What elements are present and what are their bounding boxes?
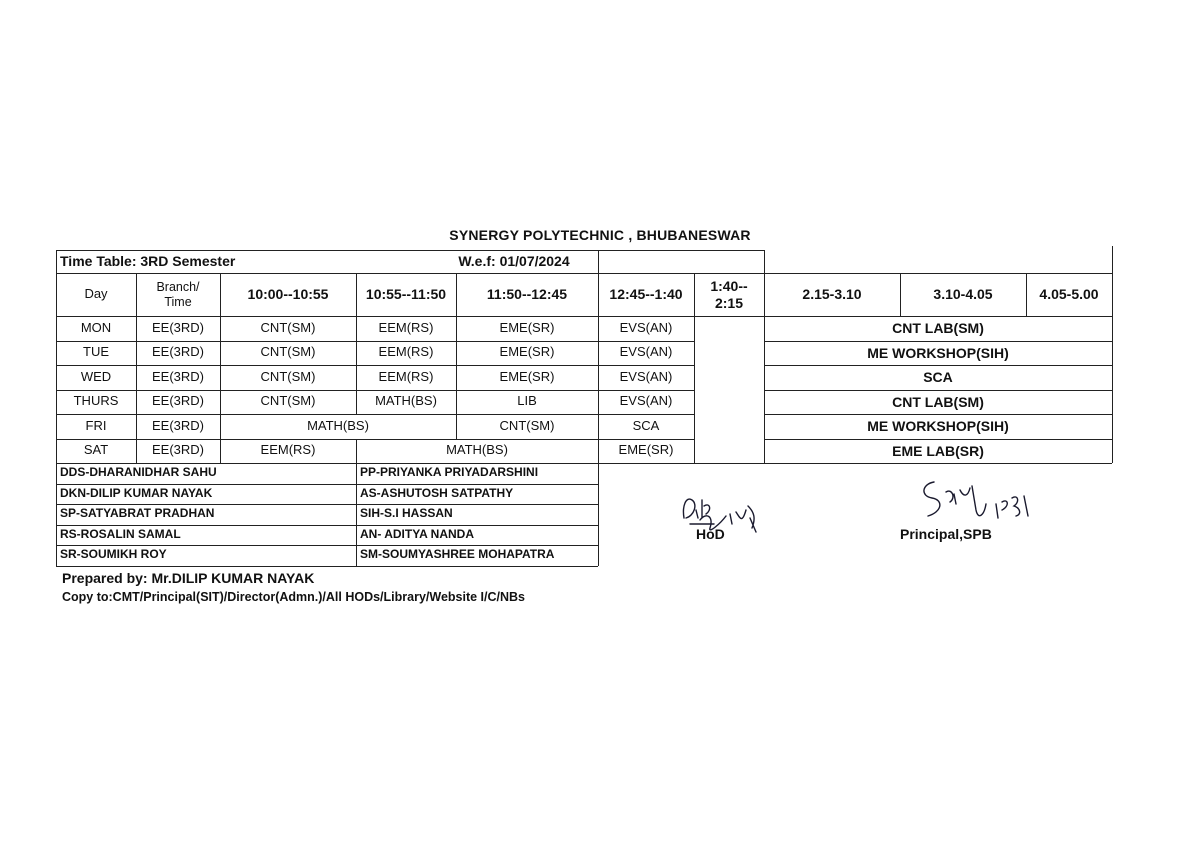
grid-line	[764, 365, 1112, 366]
row-day: FRI	[85, 417, 107, 433]
grid-line	[764, 414, 1112, 415]
row-period-2: MATH(BS)	[375, 393, 437, 409]
row-period-1-2: MATH(BS)	[307, 417, 369, 433]
grid-line	[56, 484, 598, 485]
row-day: TUE	[83, 344, 109, 360]
grid-line	[900, 273, 901, 316]
row-afternoon: SCA	[923, 369, 953, 386]
grid-line	[56, 566, 598, 567]
header-period-2: 10:55--11:50	[365, 286, 447, 303]
header-period-3: 11:50--12:45	[486, 286, 568, 303]
row-branch: EE(3RD)	[151, 344, 204, 360]
row-period-3: EME(SR)	[499, 344, 555, 360]
legend-left-item: RS-ROSALIN SAMAL	[60, 526, 181, 541]
grid-line	[56, 250, 57, 566]
hod-signature-text	[670, 488, 675, 489]
grid-line	[356, 273, 357, 414]
row-period-3: CNT(SM)	[499, 417, 555, 433]
row-period-4: SCA	[632, 417, 660, 433]
row-period-4: EVS(AN)	[619, 319, 673, 335]
row-period-3: EME(SR)	[499, 319, 555, 335]
header-period-7: 4.05-5.00	[1039, 286, 1099, 303]
grid-line	[598, 250, 764, 251]
row-afternoon: EME LAB(SR)	[892, 442, 984, 459]
row-afternoon: ME WORKSHOP(SIH)	[867, 344, 1009, 361]
grid-line	[764, 390, 1112, 391]
row-branch: EE(3RD)	[151, 417, 204, 433]
grid-line	[136, 273, 137, 463]
grid-line	[1026, 273, 1027, 316]
legend-left-item: SR-SOUMIKH ROY	[60, 547, 167, 562]
row-period-2-3: MATH(BS)	[446, 442, 508, 458]
grid-line	[764, 341, 1112, 342]
grid-line	[1112, 246, 1113, 463]
row-period-4: EVS(AN)	[619, 368, 673, 384]
row-period-2: EEM(RS)	[378, 344, 434, 360]
grid-line	[56, 545, 598, 546]
row-period-3: LIB	[517, 393, 537, 409]
grid-line	[220, 273, 221, 463]
grid-line	[56, 463, 1112, 464]
hod-signature-scribble-icon	[670, 488, 780, 548]
grid-line	[456, 273, 457, 439]
legend-right-item: AS-ASHUTOSH SATPATHY	[360, 485, 514, 500]
legend-left-item: SP-SATYABRAT PRADHAN	[60, 506, 215, 521]
principal-label: Principal,SPB	[900, 526, 992, 542]
header-branch-time: Branch/ Time	[156, 280, 200, 309]
timetable-title: Time Table: 3RD Semester	[60, 253, 236, 270]
row-period-2: EEM(RS)	[378, 319, 434, 335]
header-period-6: 3.10-4.05	[933, 286, 993, 303]
row-afternoon: CNT LAB(SM)	[892, 320, 984, 337]
hod-signature	[670, 488, 780, 548]
row-branch: EE(3RD)	[151, 368, 204, 384]
row-period-1: CNT(SM)	[260, 393, 316, 409]
hod-label: HoD	[696, 526, 725, 542]
legend-right-item: PP-PRIYANKA PRIYADARSHINI	[360, 465, 539, 480]
grid-line	[598, 250, 599, 566]
row-afternoon: CNT LAB(SM)	[892, 393, 984, 410]
row-period-4: EVS(AN)	[619, 344, 673, 360]
header-period-5: 2.15-3.10	[802, 286, 862, 303]
grid-line	[56, 525, 598, 526]
grid-line	[56, 504, 598, 505]
row-period-1: CNT(SM)	[260, 319, 316, 335]
row-period-1: EEM(RS)	[260, 442, 316, 458]
grid-line	[56, 273, 1112, 274]
legend-left-item: DDS-DHARANIDHAR SAHU	[60, 465, 217, 480]
legend-right-item: SIH-S.I HASSAN	[360, 506, 453, 521]
header-day: Day	[84, 286, 108, 302]
header-period-1: 10:00--10:55	[247, 286, 329, 303]
grid-line	[764, 250, 765, 463]
row-period-3: EME(SR)	[499, 368, 555, 384]
header-period-4: 12:45--1:40	[609, 286, 683, 303]
grid-line	[694, 273, 695, 463]
grid-line	[764, 439, 1112, 440]
row-branch: EE(3RD)	[151, 393, 204, 409]
institution-title: SYNERGY POLYTECHNIC , BHUBANESWAR	[449, 227, 751, 243]
row-period-4: EVS(AN)	[619, 393, 673, 409]
grid-line	[56, 250, 598, 251]
prepared-by: Prepared by: Mr.DILIP KUMAR NAYAK	[62, 570, 315, 586]
row-period-4: EME(SR)	[618, 442, 674, 458]
row-day: THURS	[73, 393, 119, 409]
principal-signature-text	[912, 472, 915, 473]
row-branch: EE(3RD)	[151, 442, 204, 458]
grid-line	[356, 439, 357, 566]
row-day: WED	[80, 368, 112, 384]
wef-date: W.e.f: 01/07/2024	[458, 253, 570, 270]
legend-right-item: AN- ADITYA NANDA	[360, 526, 474, 541]
row-afternoon: ME WORKSHOP(SIH)	[867, 418, 1009, 435]
header-break: 1:40-- 2:15	[710, 278, 748, 311]
row-day: MON	[80, 319, 112, 335]
row-branch: EE(3RD)	[151, 319, 204, 335]
row-period-1: CNT(SM)	[260, 368, 316, 384]
row-period-2: EEM(RS)	[378, 368, 434, 384]
legend-right-item: SM-SOUMYASHREE MOHAPATRA	[360, 547, 555, 562]
copy-to: Copy to:CMT/Principal(SIT)/Director(Admn.)/All HODs/Library/Website I/C/NBs	[62, 590, 526, 604]
legend-left-item: DKN-DILIP KUMAR NAYAK	[60, 485, 213, 500]
row-day: SAT	[83, 442, 109, 458]
row-period-1: CNT(SM)	[260, 344, 316, 360]
grid-line	[56, 316, 1112, 317]
